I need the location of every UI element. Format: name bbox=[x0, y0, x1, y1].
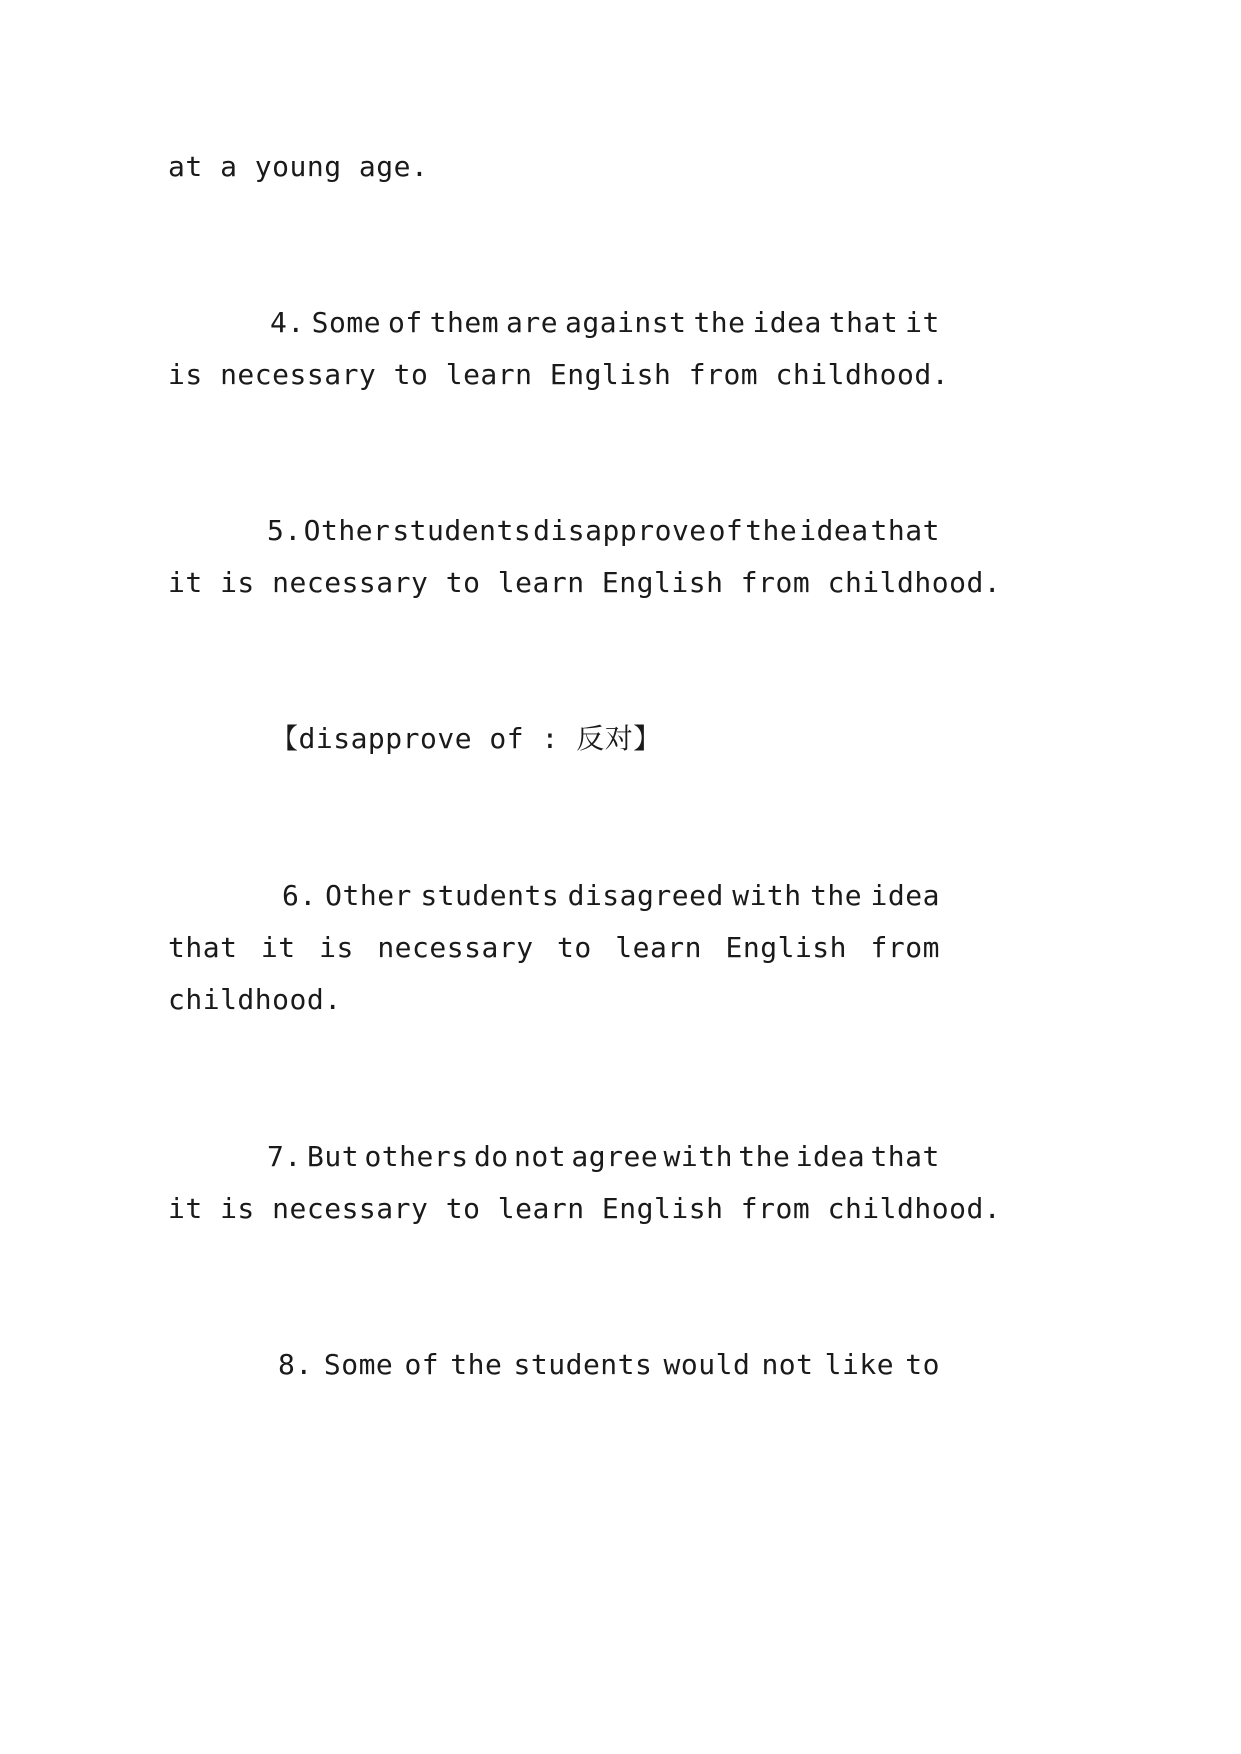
word: agree bbox=[571, 1140, 659, 1173]
word: others bbox=[364, 1140, 469, 1173]
word: would bbox=[663, 1348, 751, 1381]
word: is bbox=[319, 931, 354, 964]
word: of bbox=[708, 514, 744, 547]
word: of bbox=[388, 306, 423, 339]
word: Other bbox=[325, 879, 412, 912]
word: learn bbox=[615, 931, 703, 964]
word: it bbox=[905, 306, 940, 339]
word: students bbox=[420, 879, 560, 912]
word: to bbox=[905, 1348, 940, 1381]
word: But bbox=[307, 1140, 360, 1173]
word: idea bbox=[752, 306, 822, 339]
word: 5. bbox=[267, 514, 302, 547]
word: idea bbox=[799, 514, 869, 547]
word: are bbox=[506, 306, 559, 339]
word: idea bbox=[795, 1140, 866, 1173]
paragraph-7-line-1 bbox=[267, 1140, 940, 1174]
word: not bbox=[513, 1140, 567, 1173]
word: idea bbox=[870, 879, 940, 912]
word: them bbox=[429, 306, 500, 339]
paragraph-4-line-2: is necessary to learn English from childhood. bbox=[168, 358, 950, 391]
word: to bbox=[557, 931, 592, 964]
paragraph-8-line-1 bbox=[278, 1348, 940, 1382]
word: it bbox=[260, 931, 296, 964]
paragraph-4-line-1 bbox=[270, 306, 940, 340]
word: Some bbox=[311, 306, 382, 339]
word: 8. bbox=[278, 1348, 313, 1381]
paragraph-6-line-2 bbox=[168, 931, 940, 965]
word: the bbox=[738, 1140, 791, 1173]
word: with bbox=[663, 1140, 733, 1173]
word: Other bbox=[303, 514, 391, 547]
word: 4. bbox=[270, 306, 305, 339]
word: English bbox=[725, 931, 848, 964]
word: students bbox=[513, 1348, 653, 1381]
word: that bbox=[828, 306, 899, 339]
word: 7. bbox=[267, 1140, 302, 1173]
word: the bbox=[810, 879, 863, 912]
word: disapprove bbox=[533, 514, 707, 547]
word: that bbox=[870, 514, 940, 547]
word: that bbox=[870, 1140, 940, 1173]
paragraph-fragment-line: at a young age. bbox=[168, 150, 429, 183]
word: 6. bbox=[282, 879, 317, 912]
paragraph-5-line-1 bbox=[267, 514, 940, 548]
paragraph-6-line-3: childhood. bbox=[168, 983, 342, 1016]
word: do bbox=[473, 1140, 509, 1173]
word: not bbox=[761, 1348, 814, 1381]
word: the bbox=[450, 1348, 503, 1381]
word: disagreed bbox=[567, 879, 724, 912]
word: students bbox=[392, 514, 532, 547]
vocabulary-note: 【disapprove of : 反对】 bbox=[270, 722, 662, 755]
word: like bbox=[824, 1348, 895, 1381]
paragraph-6-line-1 bbox=[282, 879, 940, 913]
word: of bbox=[404, 1348, 440, 1381]
word: that bbox=[168, 931, 238, 964]
paragraph-5-line-2: it is necessary to learn English from childhood. bbox=[168, 566, 1002, 599]
word: the bbox=[745, 514, 798, 547]
word: against bbox=[565, 306, 687, 339]
word: from bbox=[870, 931, 940, 964]
word: with bbox=[732, 879, 802, 912]
word: necessary bbox=[377, 931, 534, 964]
word: the bbox=[693, 306, 746, 339]
paragraph-7-line-2: it is necessary to learn English from childhood. bbox=[168, 1192, 1002, 1225]
word: Some bbox=[323, 1348, 394, 1381]
